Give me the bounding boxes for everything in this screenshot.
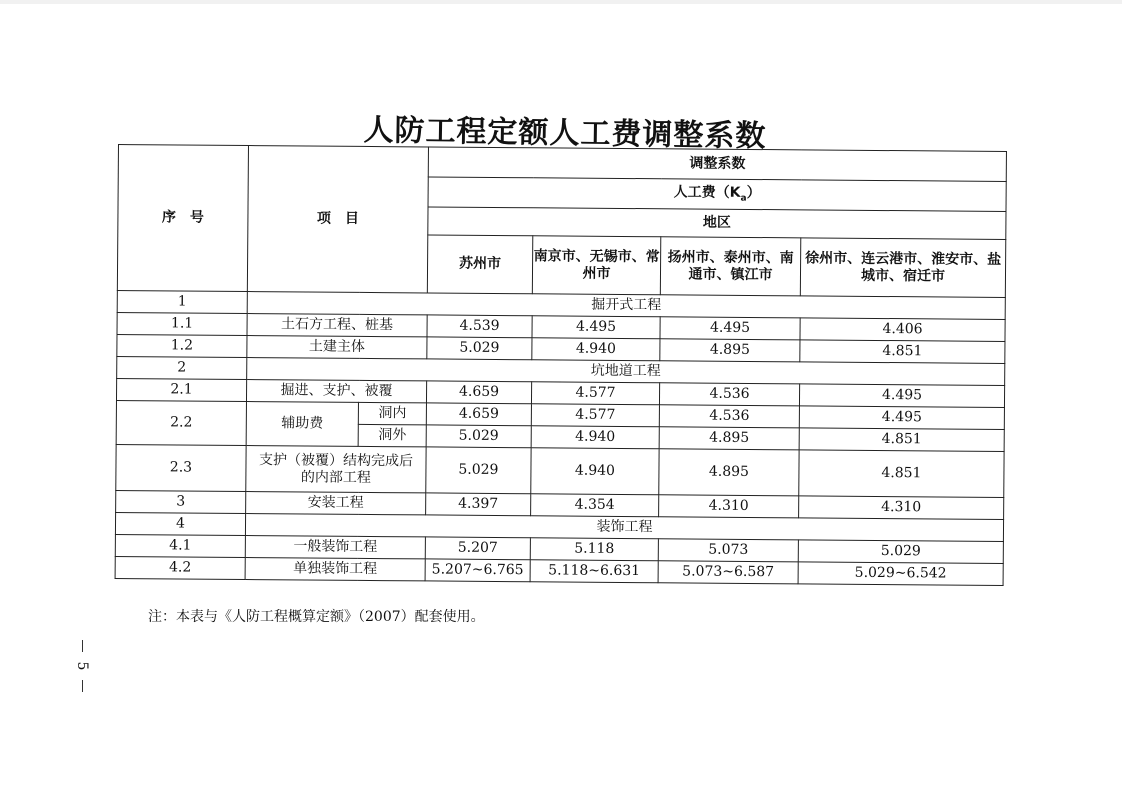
value-cell: 4.310 xyxy=(659,495,799,518)
row-number: 1.1 xyxy=(117,312,247,335)
row-number: 2 xyxy=(117,356,247,379)
value-cell: 4.354 xyxy=(531,494,659,517)
document-title: 人防工程定额人工费调整系数 xyxy=(363,112,767,155)
section-title: 装饰工程 xyxy=(245,514,1003,542)
value-cell: 4.851 xyxy=(799,450,1004,498)
value-cell: 4.851 xyxy=(799,428,1004,452)
coefficient-table-wrapper xyxy=(115,144,1006,586)
value-cell: 4.851 xyxy=(800,340,1005,364)
value-cell: 4.659 xyxy=(426,403,531,426)
coefficient-table xyxy=(115,144,1007,586)
row-number: 2.2 xyxy=(116,400,246,445)
value-cell: 5.207~6.765 xyxy=(425,559,530,582)
value-cell: 4.940 xyxy=(532,338,660,361)
city-header-xuzhou: 徐州市、连云港市、淮安市、盐城市、宿迁市 xyxy=(800,238,1005,298)
value-cell: 5.118 xyxy=(530,538,658,561)
value-cell: 5.118~6.631 xyxy=(530,560,658,583)
page-number-value: 5 xyxy=(74,661,90,671)
value-cell: 4.536 xyxy=(659,383,799,406)
row-number: 2.3 xyxy=(116,444,246,491)
adjust-header: 调整系数 xyxy=(428,147,1006,182)
value-cell: 5.073~6.587 xyxy=(658,561,798,584)
item-name: 土建主体 xyxy=(247,336,427,359)
value-cell: 4.577 xyxy=(531,404,659,427)
city-header-yangzhou: 扬州市、泰州市、南通市、镇江市 xyxy=(660,237,800,296)
city-header-suzhou: 苏州市 xyxy=(427,235,532,294)
item-name: 单独装饰工程 xyxy=(245,558,425,581)
value-cell: 5.073 xyxy=(658,539,798,562)
value-cell: 4.577 xyxy=(531,382,659,405)
item-header: 项 目 xyxy=(247,146,428,293)
labor-header-prefix: 人工费（K xyxy=(673,184,741,201)
row-number: 2.1 xyxy=(116,378,246,401)
page-number-dash-top xyxy=(82,640,83,652)
value-cell: 4.495 xyxy=(799,406,1004,430)
row-number: 4.2 xyxy=(115,556,245,579)
value-cell: 4.895 xyxy=(660,339,800,362)
value-cell: 4.495 xyxy=(660,317,800,340)
row-number: 1.2 xyxy=(117,334,247,357)
value-cell: 4.940 xyxy=(531,426,659,449)
item-name: 支护（被覆）结构完成后的内部工程 xyxy=(246,446,426,493)
value-cell: 4.310 xyxy=(799,496,1004,520)
item-name: 掘进、支护、被覆 xyxy=(246,380,426,403)
item-name: 辅助费 xyxy=(246,402,358,447)
value-cell: 5.029 xyxy=(427,337,532,360)
table-row xyxy=(116,444,1004,497)
item-name: 一般装饰工程 xyxy=(245,536,425,559)
row-number: 3 xyxy=(116,490,246,513)
item-name: 安装工程 xyxy=(246,492,426,515)
labor-header-suffix: ） xyxy=(746,184,761,201)
row-number: 4 xyxy=(115,512,245,535)
region-header: 地区 xyxy=(428,207,1006,240)
sub-item-name: 洞内 xyxy=(358,402,426,425)
footnote: 注：本表与《人防工程概算定额》（2007）配套使用。 xyxy=(148,609,485,625)
value-cell: 4.659 xyxy=(426,381,531,404)
value-cell: 4.495 xyxy=(799,384,1004,408)
value-cell: 5.029 xyxy=(426,425,531,448)
value-cell: 4.495 xyxy=(532,316,660,339)
city-header-nanjing: 南京市、无锡市、常州市 xyxy=(532,236,660,295)
header-row-1 xyxy=(118,145,1006,182)
row-number: 1 xyxy=(117,290,247,313)
value-cell: 4.895 xyxy=(659,449,799,496)
seq-header: 序 号 xyxy=(117,145,248,292)
value-cell: 4.940 xyxy=(531,448,659,495)
value-cell: 4.895 xyxy=(659,427,799,450)
labor-header xyxy=(428,177,1006,212)
section-title: 掘开式工程 xyxy=(247,292,1005,320)
value-cell: 5.029 xyxy=(798,540,1003,564)
page-number xyxy=(72,640,92,692)
value-cell: 4.536 xyxy=(659,405,799,428)
value-cell: 5.029 xyxy=(426,447,531,494)
sub-item-name: 洞外 xyxy=(358,424,426,447)
page-number-dash-bottom xyxy=(82,680,83,692)
value-cell: 5.029~6.542 xyxy=(798,562,1003,586)
row-number: 4.1 xyxy=(115,534,245,557)
labor-header-subscript: a xyxy=(740,193,747,204)
value-cell: 4.406 xyxy=(800,318,1005,342)
section-title: 坑地道工程 xyxy=(247,358,1005,386)
value-cell: 4.397 xyxy=(426,493,531,516)
value-cell: 5.207 xyxy=(425,537,530,560)
scan-top-edge xyxy=(0,0,1122,4)
value-cell: 4.539 xyxy=(427,315,532,338)
item-name: 土石方工程、桩基 xyxy=(247,314,427,337)
